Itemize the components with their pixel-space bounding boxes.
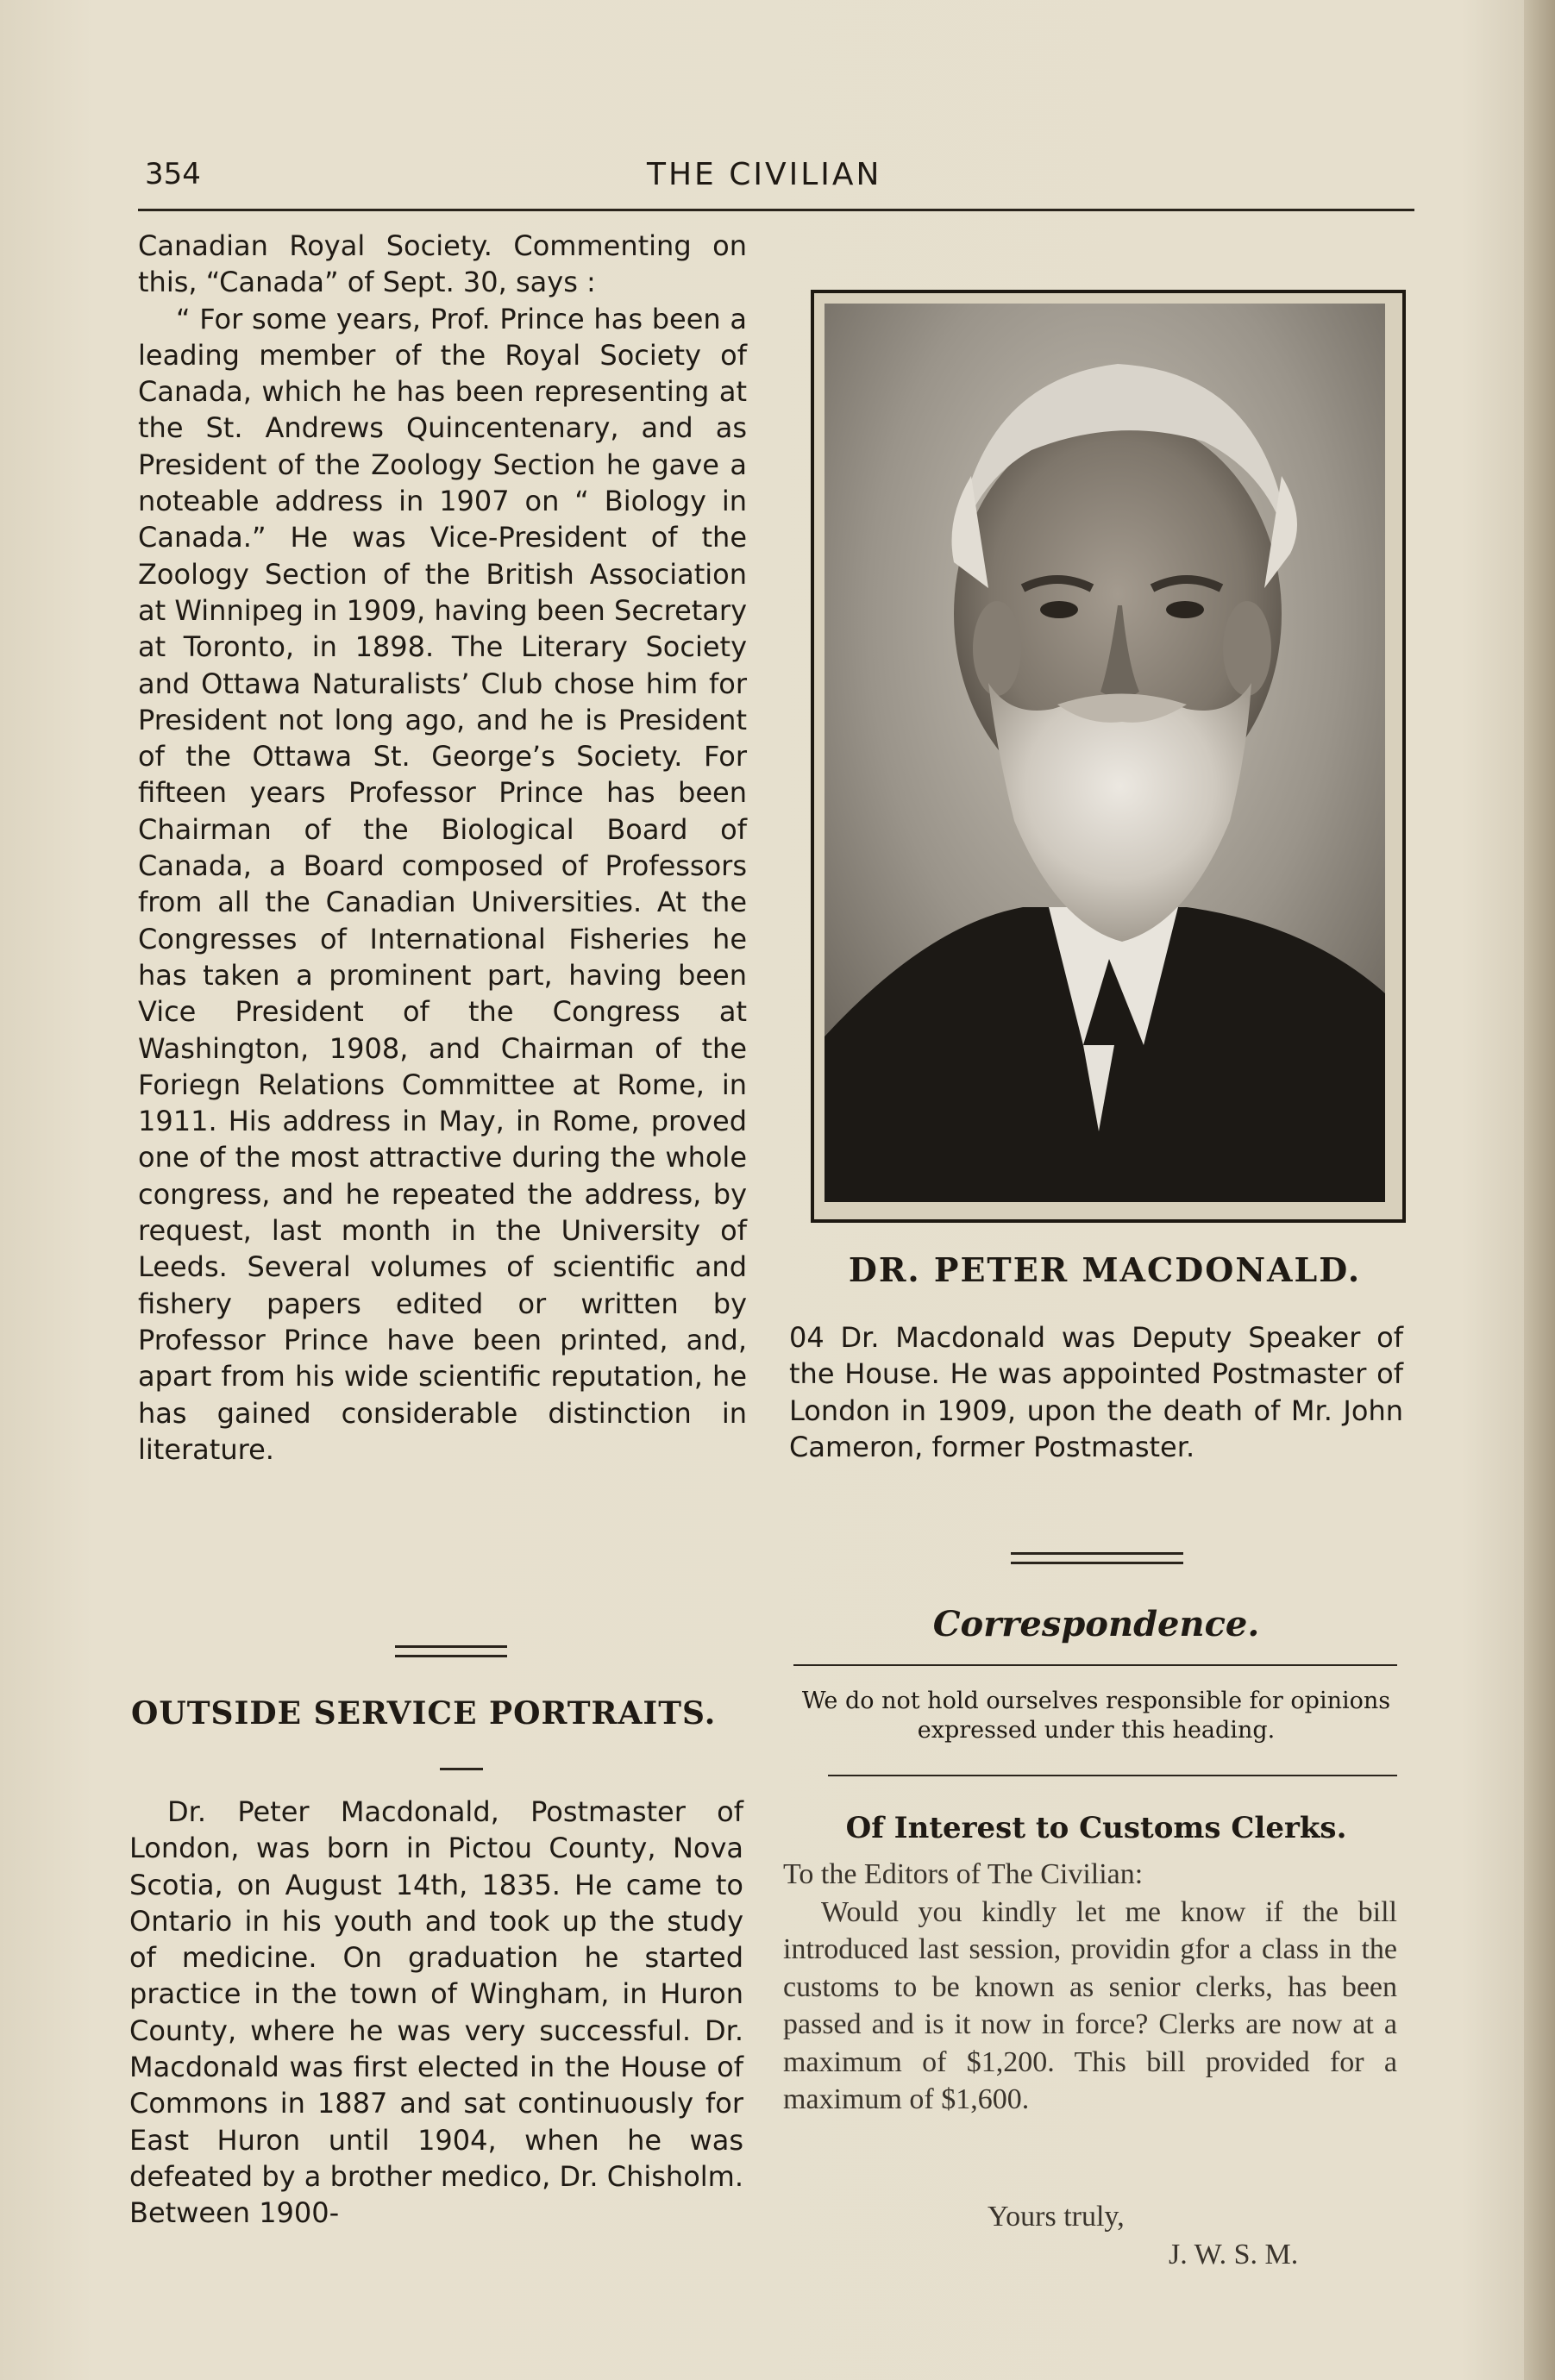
article-paragraph: 04 Dr. Macdonald was Deputy Speaker of the House. He was appointed Postmaster of London in 1909, upon the death of Mr. John Cameron, former Postmaster. [789, 1321, 1403, 1463]
portrait-illustration [825, 304, 1385, 1202]
letter-body [783, 1856, 1397, 2119]
section-heading-outside-service: OUTSIDE SERVICE PORTRAITS. [131, 1695, 717, 1732]
section-divider [395, 1645, 507, 1657]
correspondence-rule-top [793, 1664, 1397, 1666]
portrait-photo [825, 304, 1385, 1202]
left-column-article [138, 228, 747, 1468]
book-spine-shadow [1524, 0, 1555, 2380]
article-paragraph: Dr. Peter Macdonald, Postmaster of London, was born in Pictou County, Nova Scotia, on August 14th, 1835. He came to Ontario in his youth and took up the study of medicine. On graduation he started practice in the town of Wingham, in Huron County, where he was very successful. Dr. Macdonald was first elected in the House of Commons in 1887 and sat continuously for East Huron until 1904, when he was defeated by a brother medico, Dr. Chisholm. Between 1900- [129, 1795, 743, 2230]
heading-dash [440, 1768, 483, 1770]
correspondence-rule-bottom [828, 1775, 1397, 1776]
article-paragraph: “ For some years, Prof. Prince has been a leading member of the Royal Society of Canada, which he has been representing at the St. Andrews Quincentenary, and as President of the Zoology Section he gave a noteable address in 1907 on “ Biology in Canada.” He was Vice-President of the Zoology Section of the British Association at Winnipeg in 1909, having been Secretary at Toronto, in 1898. The Literary Society and Ottawa Naturalists’ Club chose him for President not long ago, and he is President of the Ottawa St. George’s Society. For fifteen years Professor Prince has been Chairman of the Biological Board of Canada, a Board composed of Professors from all the Canadian Universities. At the Congresses of International Fisheries he has taken a prominent part, having been Vice President of the Congress at Washington, 1908, and Chairman of the Foriegn Relations Committee at Rome, in 1911. His address in May, in Rome, proved one of the most attractive during the whole congress, and he repeated the address, by request, last month in the University of Leeds. Several volumes of scientific and fishery papers edited or written by Professor Prince have been printed, and, apart from his wide scientific reputation, he has gained considerable distinction in literature. [138, 302, 747, 1466]
letter-salutation: To the Editors of The Civilian: [783, 1858, 1144, 1890]
article-paragraph: Canadian Royal Society. Commenting on this, “Canada” of Sept. 30, says : [138, 229, 747, 299]
section-divider [1011, 1552, 1183, 1564]
header-rule [138, 209, 1414, 211]
letter-signature: J. W. S. M. [1169, 2239, 1299, 2270]
outside-service-article [129, 1794, 743, 2232]
correspondence-disclaimer: We do not hold ourselves responsible for opinions expressed under this heading. [801, 1688, 1391, 1744]
running-title: THE CIVILIAN [647, 157, 882, 192]
page-number: 354 [145, 157, 201, 191]
portrait-frame [811, 290, 1406, 1223]
right-column-article [789, 1319, 1403, 1465]
page-header [138, 153, 1414, 197]
letter-paragraph: Would you kindly let me know if the bill introduced last session, providin gfor a class in the customs to be known as senior clerks, has been passed and is it now in force? Clerks are now at a maximum of $1,200. This bill provided for a maximum of $1,600. [783, 1895, 1397, 2115]
correspondence-heading: Correspondence. [932, 1604, 1260, 1644]
portrait-caption: DR. PETER MACDONALD. [848, 1250, 1362, 1289]
letter-closing: Yours truly, [988, 2201, 1125, 2233]
letter-title: Of Interest to Customs Clerks. [845, 1811, 1347, 1845]
